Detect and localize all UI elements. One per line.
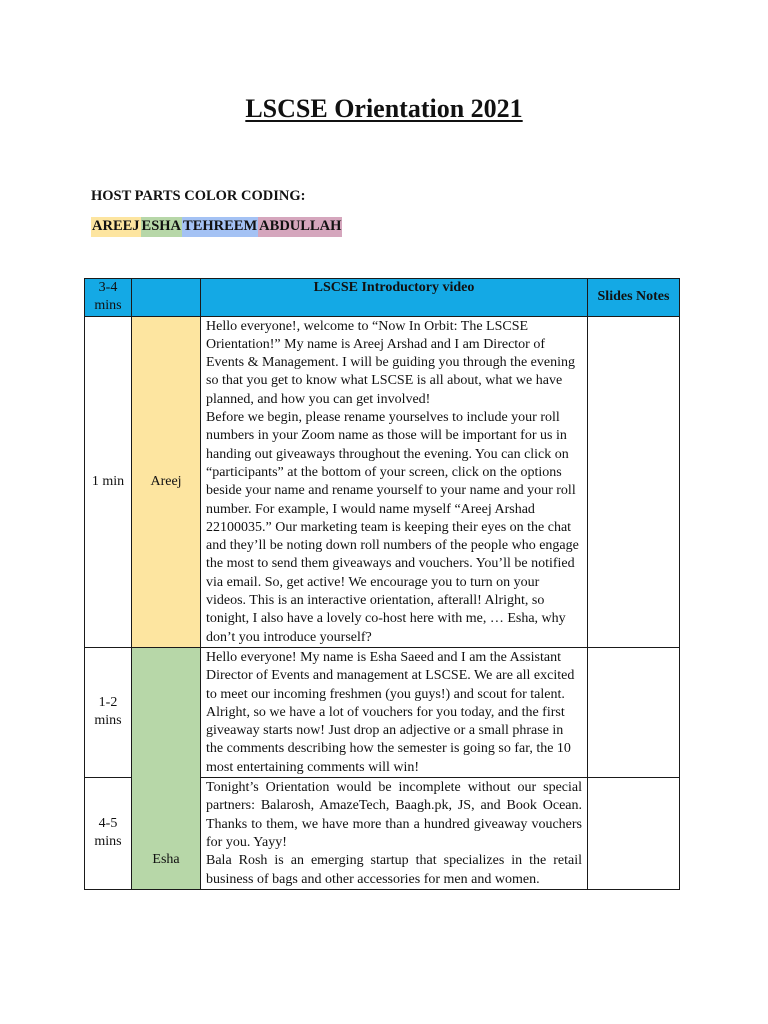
host-color-legend <box>91 217 342 237</box>
header-host <box>132 279 201 317</box>
host-legend-abdullah: ABDULLAH <box>258 217 342 237</box>
table-row <box>85 647 680 777</box>
row-notes <box>588 778 680 890</box>
header-notes: Slides Notes <box>588 279 680 317</box>
row-notes <box>588 316 680 647</box>
host-legend-esha: ESHA <box>141 217 183 237</box>
script-paragraph: Before we begin, please rename yourselves to include your roll numbers in your Zoom name as those will be important for us in handing out giveaways throughout the evening. You can click on “participants” at the bottom of your screen, click on the options beside your name and rename yourself to your name and your roll number. For example, I would name myself “Areej Arshad 22100035.” Our marketing team is keeping their eyes on the chat and they’ll be noting down roll numbers of the people who engage the most to send them giveaways and vouchers. You’ll be notified via email. So, get active! We encourage you to turn on your videos. This is an interactive orientation, afterall! Alright, so tonight, I also have a lovely co-host here with me, … Esha, why don’t you introduce yourself? <box>206 410 579 645</box>
table-row <box>85 316 680 647</box>
host-legend-tehreem: TEHREEM <box>182 217 258 237</box>
script-paragraph: Hello everyone! My name is Esha Saeed and I am the Assistant Director of Events and management at LSCSE. We are all excited to meet our incoming freshmen (you guys!) and scout for talent. <box>206 649 575 702</box>
table-header-row <box>85 279 680 317</box>
document-title: LSCSE Orientation 2021 <box>245 94 523 123</box>
row-notes <box>588 647 680 777</box>
row-script-text <box>201 778 588 890</box>
color-coding-heading: HOST PARTS COLOR CODING: <box>91 188 306 204</box>
row-script-text <box>201 316 588 647</box>
row-script-text <box>201 647 588 777</box>
row-time: 1-2 mins <box>85 647 132 777</box>
header-segment: LSCSE Introductory video <box>201 279 588 317</box>
row-time: 1 min <box>85 316 132 647</box>
script-paragraph: Bala Rosh is an emerging startup that specializes in the retail business of bags and other accessories for men and women. <box>206 853 582 887</box>
host-legend-areej: AREEJ <box>91 217 141 237</box>
script-table <box>84 278 680 890</box>
row-host-esha: Esha <box>132 647 201 889</box>
row-time: 4-5 mins <box>85 778 132 890</box>
script-paragraph: Tonight’s Orientation would be incomplete without our special partners: Balarosh, AmazeTech, Baagh.pk, JS, and Book Ocean. Thanks to them, we have more than a hundred giveaway vouchers for you. Yayy! <box>206 780 582 850</box>
row-host-areej: Areej <box>132 316 201 647</box>
header-time: 3-4 mins <box>85 279 132 317</box>
script-paragraph: Hello everyone!, welcome to “Now In Orbit: The LSCSE Orientation!” My name is Areej Arshad and I am Director of Events & Management. I will be guiding you through the evening so that you get to know what LSCSE is all about, what we have planned, and how you can get involved! <box>206 318 575 407</box>
script-paragraph: Alright, so we have a lot of vouchers for you today, and the first giveaway starts now! Just drop an adjective or a small phrase in the comments describing how the semester is going so far, the 10 most entertaining comments will win! <box>206 704 571 775</box>
